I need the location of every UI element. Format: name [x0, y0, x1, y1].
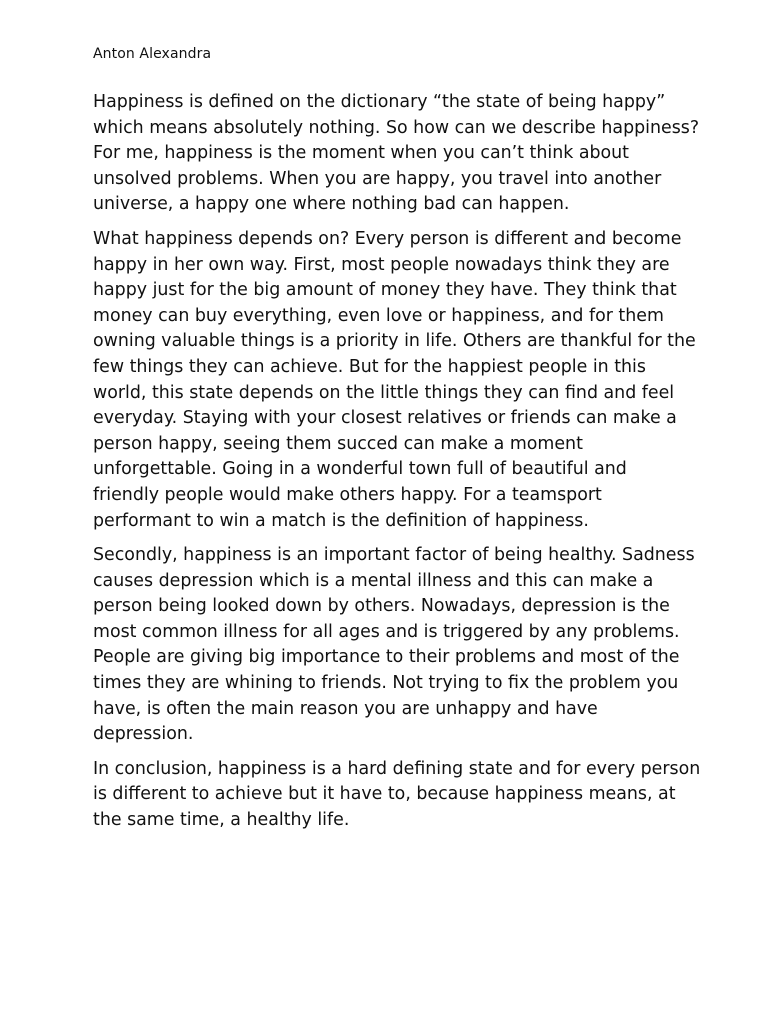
paragraph-1: [93, 90, 700, 218]
text-line: happy in her own way. First, most people nowadays think they are: [93, 254, 670, 275]
paragraph-4: [93, 757, 701, 834]
text-line: unsolved problems. When you are happy, you travel into another: [93, 168, 662, 189]
text-line: friendly people would make others happy. For a teamsport: [93, 484, 602, 505]
text-line: the same time, a healthy life.: [93, 810, 350, 831]
text-line: person happy, seeing them succed can make a moment: [93, 433, 583, 454]
text-line: everyday. Staying with your closest relatives or friends can make a: [93, 408, 677, 429]
text-line: People are giving big importance to their problems and most of the: [93, 647, 680, 668]
text-line: most common illness for all ages and is triggered by any problems.: [93, 621, 680, 642]
text-line: few things they can achieve. But for the happiest people in this: [93, 356, 646, 377]
text-line: world, this state depends on the little things they can find and feel: [93, 382, 675, 403]
paragraph-2: [93, 227, 696, 534]
text-line: person being looked down by others. Nowadays, depression is the: [93, 596, 670, 617]
text-line: Happiness is defined on the dictionary “the state of being happy”: [93, 92, 666, 112]
text-line: owning valuable things is a priority in life. Others are thankful for the: [93, 331, 696, 352]
paragraph-3: [93, 543, 695, 748]
text-line: performant to win a match is the definition of happiness.: [93, 510, 589, 531]
text-line: causes depression which is a mental illness and this can make a: [93, 570, 654, 591]
text-line: happy just for the big amount of money they have. They think that: [93, 280, 677, 301]
text-line: Secondly, happiness is an important factor of being healthy. Sadness: [93, 545, 695, 566]
text-line: In conclusion, happiness is a hard defining state and for every person: [93, 758, 701, 779]
text-line: have, is often the main reason you are unhappy and have: [93, 698, 598, 719]
text-line: What happiness depends on? Every person is different and become: [93, 228, 682, 249]
text-line: universe, a happy one where nothing bad can happen.: [93, 194, 570, 215]
text-line: is different to achieve but it have to, because happiness means, at: [93, 784, 676, 805]
text-line: depression.: [93, 724, 194, 745]
text-line: which means absolutely nothing. So how can we describe happiness?: [93, 117, 700, 138]
text-line: money can buy everything, even love or happiness, and for them: [93, 305, 664, 326]
text-line: unforgettable. Going in a wonderful town full of beautiful and: [93, 459, 627, 480]
text-line: times they are whining to friends. Not trying to fix the problem you: [93, 673, 679, 694]
author-name: Anton Alexandra: [93, 46, 212, 62]
text-line: For me, happiness is the moment when you can’t think about: [93, 143, 629, 164]
essay-body: [93, 90, 701, 843]
